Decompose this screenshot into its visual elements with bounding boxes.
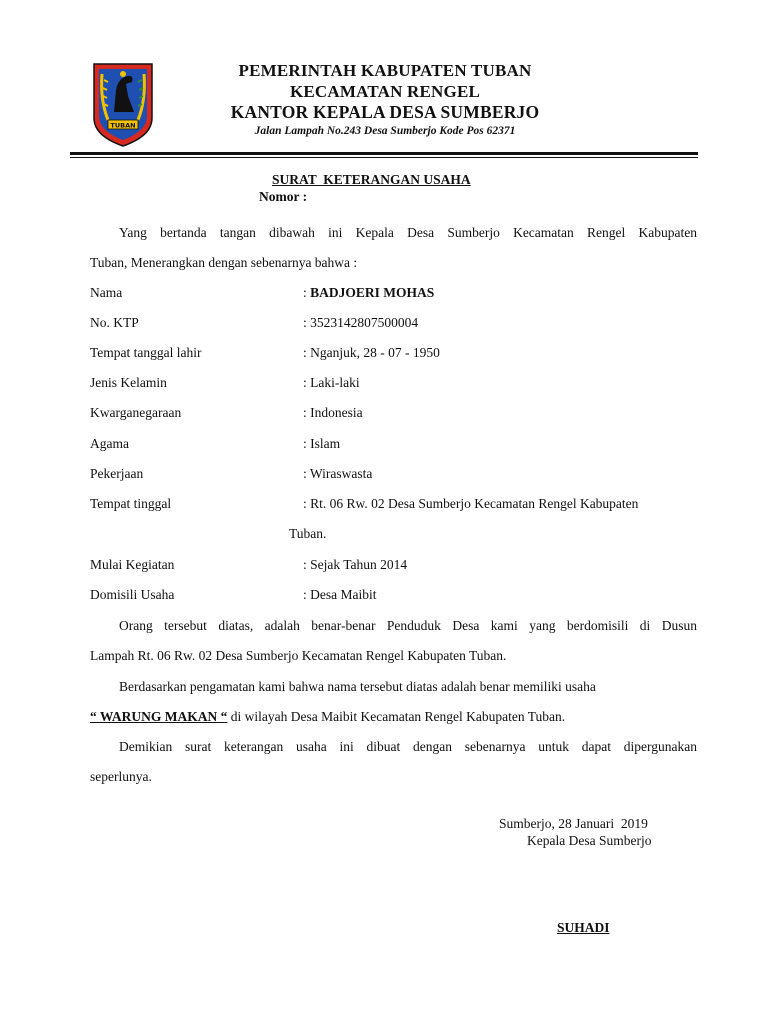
para1-line-1: Orang tersebut diatas, adalah benar-benar Penduduk Desa kami yang berdomisili di Dusun [119,618,697,633]
field-label-domicile: Domisili Usaha [90,587,175,602]
field-value-religion: : Islam [303,436,341,451]
letterhead [170,60,600,139]
field-label-religion: Agama [90,436,129,451]
field-label-nationality: Kwarganegaraan [90,405,182,420]
field-value-domicile: : Desa Maibit [303,587,377,602]
field-label-start: Mulai Kegiatan [90,557,175,572]
signature-place-date: Sumberjo, 28 Januari 2019 [499,816,648,831]
para2-line-2: “ WARUNG MAKAN “ di wilayah Desa Maibit Kecamatan Rengel Kabupaten Tuban. [90,709,566,724]
field-value-nationality: : Indonesia [303,405,363,420]
emblem-label: TUBAN [110,121,136,130]
field-label-gender: Jenis Kelamin [90,375,167,390]
letter-number-label: Nomor : [259,189,308,204]
para2-line-1: Berdasarkan pengamatan kami bahwa nama tersebut diatas adalah benar memiliki usaha [119,679,596,694]
signature-position: Kepala Desa Sumberjo [527,833,652,848]
field-value-gender: : Laki-laki [303,375,360,390]
signatory-name: SUHADI [557,920,610,935]
para3-line-1: Demikian surat keterangan usaha ini dibuat dengan sebenarnya untuk dapat dipergunakan [119,739,697,754]
field-value-birth: : Nganjuk, 28 - 07 - 1950 [303,345,440,360]
office-address: Jalan Lampah No.243 Desa Sumberjo Kode Pos 62371 [254,125,516,137]
office-name: KANTOR KEPALA DESA SUMBERJO [230,102,540,122]
letter-title: SURAT KETERANGAN USAHA [272,172,471,187]
field-label-occupation: Pekerjaan [90,466,144,481]
field-label-ktp: No. KTP [90,315,139,330]
field-value-start: : Sejak Tahun 2014 [303,557,408,572]
field-label-birth: Tempat tanggal lahir [90,345,202,360]
header-rule-thin [70,157,698,158]
para3-line-2: seperlunya. [90,769,152,784]
government-name: PEMERINTAH KABUPATEN TUBAN [238,61,532,80]
field-value-residence-cont: Tuban. [289,526,327,541]
field-label-name: Nama [90,285,123,300]
business-name: “ WARUNG MAKAN “ [90,709,228,724]
intro-line-2: Tuban, Menerangkan dengan sebenarnya bahwa : [90,255,358,270]
field-value-residence: : Rt. 06 Rw. 02 Desa Sumberjo Kecamatan Rengel Kabupaten [303,496,639,511]
para1-line-2: Lampah Rt. 06 Rw. 02 Desa Sumberjo Kecamatan Rengel Kabupaten Tuban. [90,648,507,663]
header-rule-thick [70,152,698,155]
district-name: KECAMATAN RENGEL [289,82,481,101]
field-value-name: : BADJOERI MOHAS [303,285,435,300]
regency-emblem [90,60,156,148]
intro-line-1: Yang bertanda tangan dibawah ini Kepala Desa Sumberjo Kecamatan Rengel Kabupaten [119,225,697,240]
field-value-ktp: : 3523142807500004 [303,315,419,330]
field-value-occupation: : Wiraswasta [303,466,373,481]
person-name: BADJOERI MOHAS [310,285,435,300]
field-label-residence: Tempat tinggal [90,496,172,511]
